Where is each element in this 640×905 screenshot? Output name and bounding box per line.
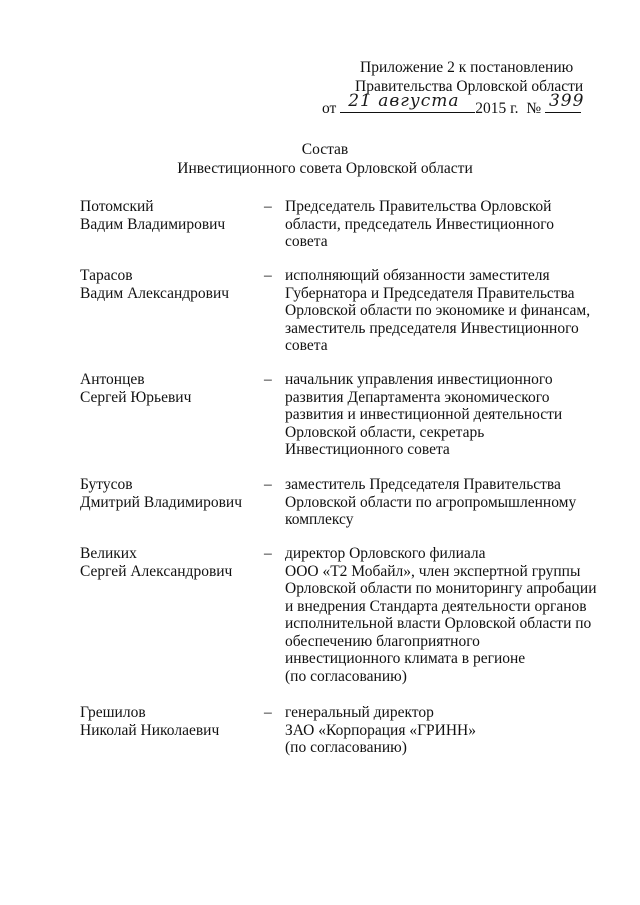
role-line: Председатель Правительства Орловской xyxy=(285,198,552,215)
member-role xyxy=(285,198,605,251)
member-surname: Потомский xyxy=(80,198,154,215)
role-line: исполняющий обязанности заместителя xyxy=(285,267,550,284)
role-line: комплексу xyxy=(285,511,354,528)
member-name xyxy=(80,476,260,511)
year-text: 2015 г. xyxy=(475,100,519,117)
member-name xyxy=(80,545,260,580)
role-line: директор Орловского филиала xyxy=(285,545,486,562)
member-name xyxy=(80,267,260,302)
role-line: совета xyxy=(285,337,328,354)
dash-separator: – xyxy=(264,371,272,388)
dash-separator: – xyxy=(264,476,272,493)
appendix-line-1: Приложение 2 к постановлению xyxy=(360,59,574,76)
member-given-names: Вадим Владимирович xyxy=(80,215,226,233)
role-line: и внедрения Стандарта деятельности органов xyxy=(285,597,587,615)
role-line: Орловской области по экономике и финансам, xyxy=(285,302,591,319)
role-line: генеральный директор xyxy=(285,704,434,721)
role-line: заместитель Председателя Правительства xyxy=(285,476,561,493)
document-title xyxy=(0,140,640,178)
member-given-names: Дмитрий Владимирович xyxy=(80,493,243,511)
role-line: (по согласованию) xyxy=(285,667,407,685)
member-role xyxy=(285,371,605,459)
role-line: развития Департамента экономического xyxy=(285,388,550,406)
role-line: Орловской области по мониторингу апробации xyxy=(285,580,597,597)
role-line: совета xyxy=(285,233,328,250)
role-line: заместитель председателя Инвестиционного xyxy=(285,319,579,337)
member-surname: Бутусов xyxy=(80,476,133,493)
member-surname: Тарасов xyxy=(80,267,133,284)
appendix-date-line xyxy=(322,91,600,118)
dash-separator: – xyxy=(264,267,272,284)
member-role xyxy=(285,267,605,355)
role-line: начальник управления инвестиционного xyxy=(285,371,553,388)
handwritten-number: 399 xyxy=(548,91,585,111)
dash-separator: – xyxy=(264,198,272,215)
role-line: Орловской области по агропромышленному xyxy=(285,493,577,511)
date-field xyxy=(340,91,475,113)
member-name xyxy=(80,198,260,233)
number-label: № xyxy=(526,100,542,117)
member-given-names: Сергей Александрович xyxy=(80,562,233,580)
role-line: Орловской области, секретарь xyxy=(285,423,485,441)
handwritten-date: 21 августа xyxy=(348,91,460,111)
member-role xyxy=(285,476,605,529)
member-given-names: Сергей Юрьевич xyxy=(80,388,192,406)
member-role xyxy=(285,704,605,757)
role-line: (по согласованию) xyxy=(285,739,407,756)
role-line: обеспечению благоприятного xyxy=(285,632,480,650)
role-line: Инвестиционного совета xyxy=(285,441,450,458)
member-surname: Антонцев xyxy=(80,371,145,388)
member-surname: Грешилов xyxy=(80,704,146,721)
role-line: инвестиционного климата в регионе xyxy=(285,650,526,667)
member-given-names: Вадим Александрович xyxy=(80,284,230,302)
role-line: исполнительной власти Орловской области по xyxy=(285,615,592,632)
role-line: Губернатора и Председателя Правительства xyxy=(285,284,575,302)
dash-separator: – xyxy=(264,545,272,562)
member-given-names: Николай Николаевич xyxy=(80,721,220,739)
role-line: ЗАО «Корпорация «ГРИНН» xyxy=(285,721,477,739)
title-line-2: Инвестиционного совета Орловской области xyxy=(177,160,473,177)
number-field xyxy=(545,91,585,113)
member-name xyxy=(80,371,260,406)
role-line: ООО «Т2 Мобайл», член экспертной группы xyxy=(285,562,581,580)
role-line: области, председатель Инвестиционного xyxy=(285,215,554,233)
member-surname: Великих xyxy=(80,545,137,562)
dash-separator: – xyxy=(264,704,272,721)
role-line: развития и инвестиционной деятельности xyxy=(285,406,563,423)
appendix-header xyxy=(300,58,600,118)
appendix-line-2: Правительства Орловской области xyxy=(355,78,584,95)
from-label: от xyxy=(322,100,337,117)
title-line-1: Состав xyxy=(301,141,349,158)
member-name xyxy=(80,704,260,739)
member-role xyxy=(285,545,605,685)
